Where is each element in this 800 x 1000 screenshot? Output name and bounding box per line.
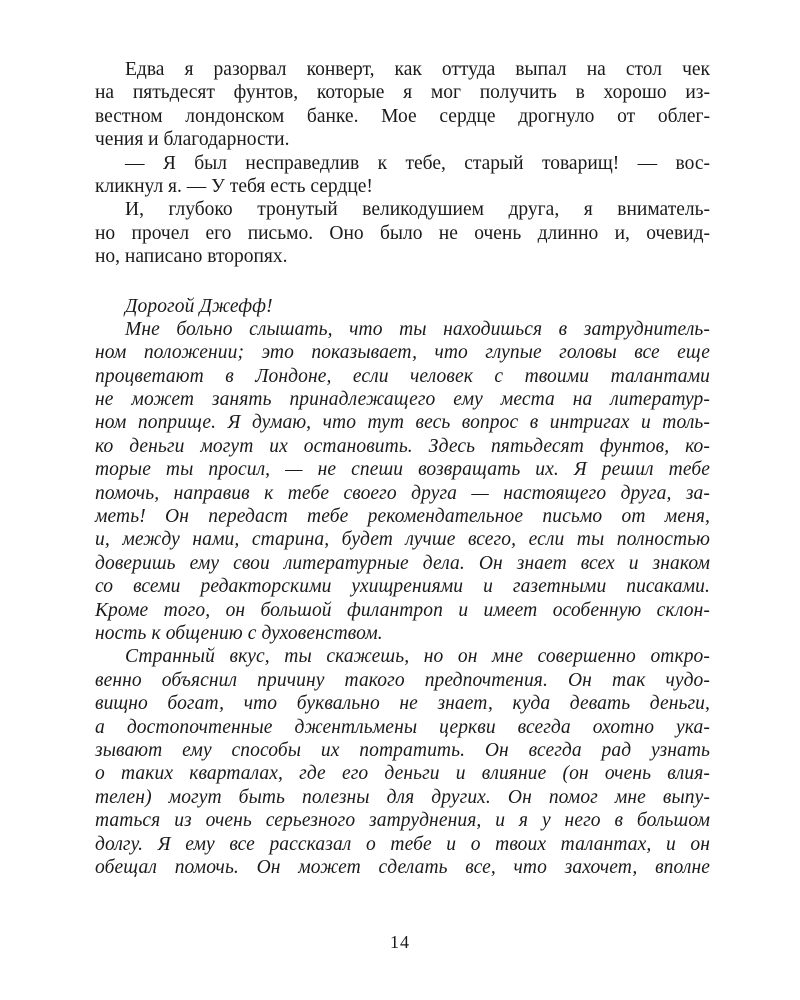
text-line: Едва я разорвал конверт, как оттуда выпал на стол чек (125, 59, 710, 80)
text-line: кликнул я. — У тебя есть сердце! (95, 175, 373, 197)
text-line: о таких кварталах, где его деньги и влияние (он очень влия- (95, 763, 710, 785)
text-line: но, написано второпях. (95, 246, 288, 268)
text-line: зывают ему способы их потратить. Он всегда рад узнать (95, 739, 710, 761)
text-line: а достопочтенные джентльмены церкви всегда охотно ука- (95, 716, 710, 738)
text-line: ном поприще. Я думаю, что тут весь вопрос в интригах и толь- (95, 412, 710, 434)
section-gap (95, 269, 710, 295)
text-line: но прочел его письмо. Оно было не очень длинно и, очевид- (95, 222, 710, 244)
text-line: торые ты просил, — не спеши возвращать их. Я решил тебе (95, 459, 710, 481)
text-line: доверишь ему свои литературные дела. Он знает всех и знаком (95, 552, 710, 574)
paragraph (95, 295, 710, 318)
text-line: обещал помочь. Он может сделать все, что захочет, вполне (95, 856, 710, 878)
text-line: Странный вкус, ты скажешь, но он мне совершенно откро- (125, 646, 710, 668)
text-line: со всеми редакторскими ухищрениями и газетными писаками. (95, 576, 710, 598)
book-page (95, 58, 710, 879)
text-line: Кроме того, он большой филантроп и имеет особенную склон- (95, 599, 710, 621)
text-line: меть! Он передаст тебе рекомендательное письмо от меня, (95, 506, 710, 528)
page-number: 14 (390, 932, 410, 952)
narrative-section (95, 58, 710, 269)
text-line: ность к общению с духовенством. (95, 622, 383, 644)
text-line: телен) могут быть полезны для других. Он помог мне выпу- (95, 786, 710, 808)
text-line: не может занять принадлежащего ему места на литератур- (95, 389, 710, 411)
text-line: долгу. Я ему все рассказал о тебе и о твоих талантах, и он (95, 833, 710, 855)
letter-section (95, 295, 710, 880)
text-line: таться из очень серьезного затруднения, и я у него в большом (95, 810, 710, 832)
text-line: венно объяснил причину такого предпочтения. Он так чудо- (95, 669, 710, 691)
text-line: вестном лондонском банке. Мое сердце дрогнуло от облег- (95, 105, 710, 127)
text-line: помочь, направив к тебе своего друга — настоящего друга, за- (95, 482, 710, 504)
paragraph (95, 58, 710, 152)
text-line: и, между нами, старина, будет лучше всего, если ты полностью (95, 529, 710, 551)
text-line: Мне больно слышать, что ты находишься в затруднитель- (125, 318, 710, 340)
paragraph (95, 152, 710, 199)
text-line: ко деньги могут их остановить. Здесь пятьдесят фунтов, ко- (95, 435, 710, 457)
text-line: Дорогой Джефф! (125, 295, 273, 317)
text-line: чения и благодарности. (95, 129, 290, 151)
text-line: вищно богат, что буквально не знает, куда девать деньги, (95, 693, 710, 715)
text-line: процветают в Лондоне, если человек с твоими талантами (95, 365, 710, 387)
text-line: И, глубоко тронутый великодушием друга, я вниматель- (125, 199, 710, 221)
text-line: на пятьдесят фунтов, которые я мог получить в хорошо из- (95, 82, 710, 104)
text-line: ном положении; это показывает, что глупые головы все еще (95, 342, 710, 364)
paragraph (95, 198, 710, 268)
paragraph (95, 645, 710, 879)
paragraph (95, 318, 710, 645)
text-line: — Я был несправедлив к тебе, старый товарищ! — вос- (125, 152, 710, 174)
